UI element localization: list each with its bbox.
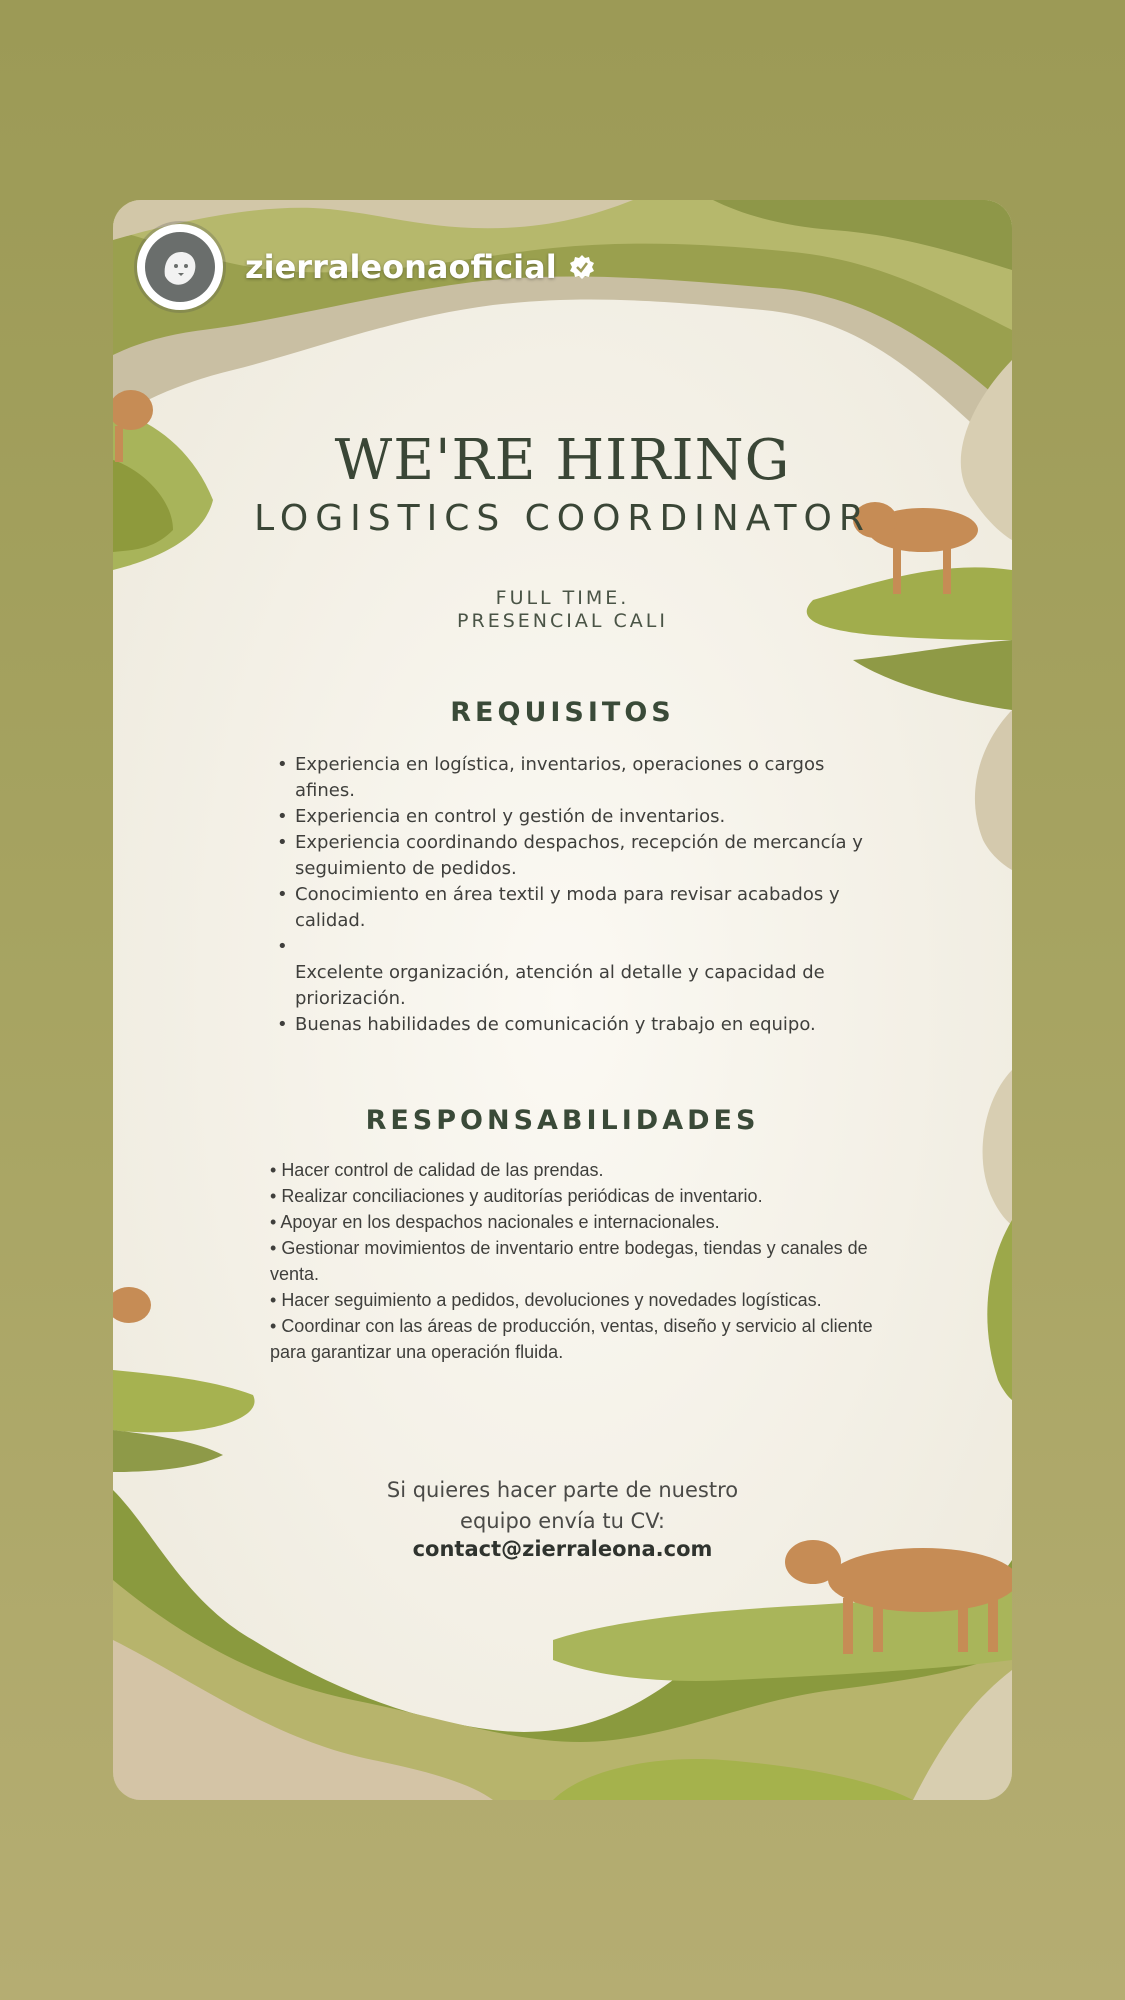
account-username[interactable]: zierraleonaoficial	[245, 248, 557, 286]
job-meta	[113, 587, 1012, 633]
story-card	[113, 200, 1012, 1800]
list-item: • Experiencia coordinando despachos, recepción de mercancía y seguimiento de pedidos.	[277, 830, 877, 882]
list-item: • Excelente organización, atención al detalle y capacidad de priorización.	[277, 934, 877, 1012]
list-item: • Conocimiento en área textil y moda para revisar acabados y calidad.	[277, 882, 877, 934]
list-item: • Hacer control de calidad de las prendas.	[270, 1157, 880, 1183]
contact-email[interactable]: contact@zierraleona.com	[412, 1537, 713, 1561]
list-item: • Experiencia en logística, inventarios, operaciones o cargos afines.	[277, 752, 877, 804]
requirements-heading: REQUISITOS	[450, 697, 675, 728]
headline: WE'RE HIRING	[334, 428, 791, 493]
responsibilities-list	[270, 1157, 880, 1365]
job-title: LOGISTICS COORDINATOR	[254, 498, 871, 539]
list-item: • Apoyar en los despachos nacionales e internacionales.	[270, 1209, 880, 1235]
responsibilities-heading: RESPONSABILIDADES	[365, 1105, 760, 1136]
list-item: • Coordinar con las áreas de producción, ventas, diseño y servicio al cliente para garantizar una operación fluida.	[270, 1313, 880, 1365]
cta-line: Si quieres hacer parte de nuestro	[386, 1478, 739, 1502]
list-item: • Buenas habilidades de comunicación y trabajo en equipo.	[277, 1012, 877, 1038]
list-item: • Realizar conciliaciones y auditorías periódicas de inventario.	[270, 1183, 880, 1209]
call-to-action	[113, 1475, 1012, 1537]
list-item: • Gestionar movimientos de inventario entre bodegas, tiendas y canales de venta.	[270, 1235, 880, 1287]
schedule: FULL TIME.	[495, 587, 630, 609]
job-posting	[113, 200, 1012, 1800]
location: PRESENCIAL CALI	[457, 610, 668, 632]
list-item: • Hacer seguimiento a pedidos, devoluciones y novedades logísticas.	[270, 1287, 880, 1313]
requirements-list	[277, 752, 877, 1038]
cta-line: equipo envía tu CV:	[460, 1509, 665, 1533]
list-item: • Experiencia en control y gestión de inventarios.	[277, 804, 877, 830]
